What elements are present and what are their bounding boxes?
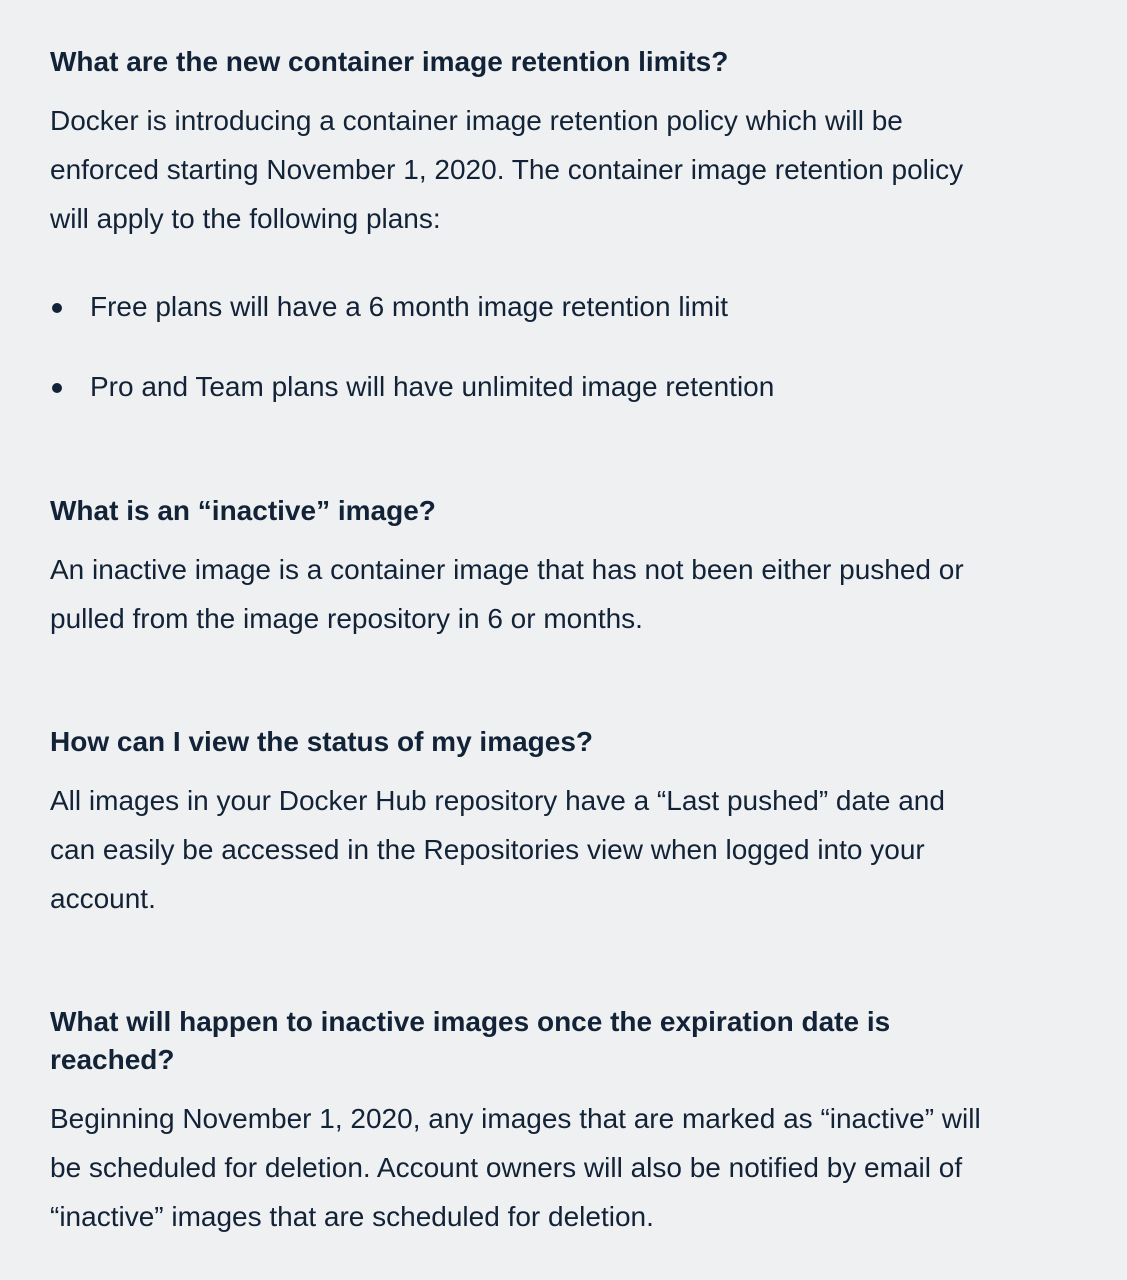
answer-line: can easily be accessed in the Repositories view when logged into your: [50, 834, 925, 865]
list-item-text: Free plans will have a 6 month image retention limit: [90, 291, 729, 322]
question-line: What will happen to inactive images once the expiration date is: [50, 1006, 891, 1037]
answer-line: pulled from the image repository in 6 or months.: [50, 603, 643, 634]
answer-line: Beginning November 1, 2020, any images that are marked as “inactive” will: [50, 1103, 981, 1134]
faq-question-retention-limits: What are the new container image retention limits?: [50, 46, 729, 77]
answer-line: “inactive” images that are scheduled for deletion.: [50, 1201, 654, 1232]
answer-line: be scheduled for deletion. Account owners will also be notified by email of: [50, 1152, 963, 1183]
answer-line: An inactive image is a container image that has not been either pushed or: [50, 554, 964, 585]
answer-line: account.: [50, 883, 156, 914]
faq-question-inactive-image: What is an “inactive” image?: [50, 495, 436, 526]
question-line: reached?: [50, 1044, 175, 1075]
bullet-icon: [52, 383, 62, 393]
faq-question-view-status: How can I view the status of my images?: [50, 726, 594, 757]
answer-line: enforced starting November 1, 2020. The container image retention policy: [50, 154, 964, 185]
answer-line: All images in your Docker Hub repository have a “Last pushed” date and: [50, 785, 945, 816]
faq-answer-expiration: [50, 1094, 1090, 1241]
faq-answer-inactive-image: [50, 545, 1090, 643]
list-item-text: Pro and Team plans will have unlimited image retention: [90, 371, 775, 402]
faq-question-expiration: [50, 1003, 890, 1079]
faq-answer-retention-limits: [50, 96, 1090, 243]
faq-answer-view-status: [50, 776, 1090, 923]
answer-line: Docker is introducing a container image retention policy which will be: [50, 105, 903, 136]
bullet-icon: [52, 303, 62, 313]
answer-line: will apply to the following plans:: [50, 203, 441, 234]
